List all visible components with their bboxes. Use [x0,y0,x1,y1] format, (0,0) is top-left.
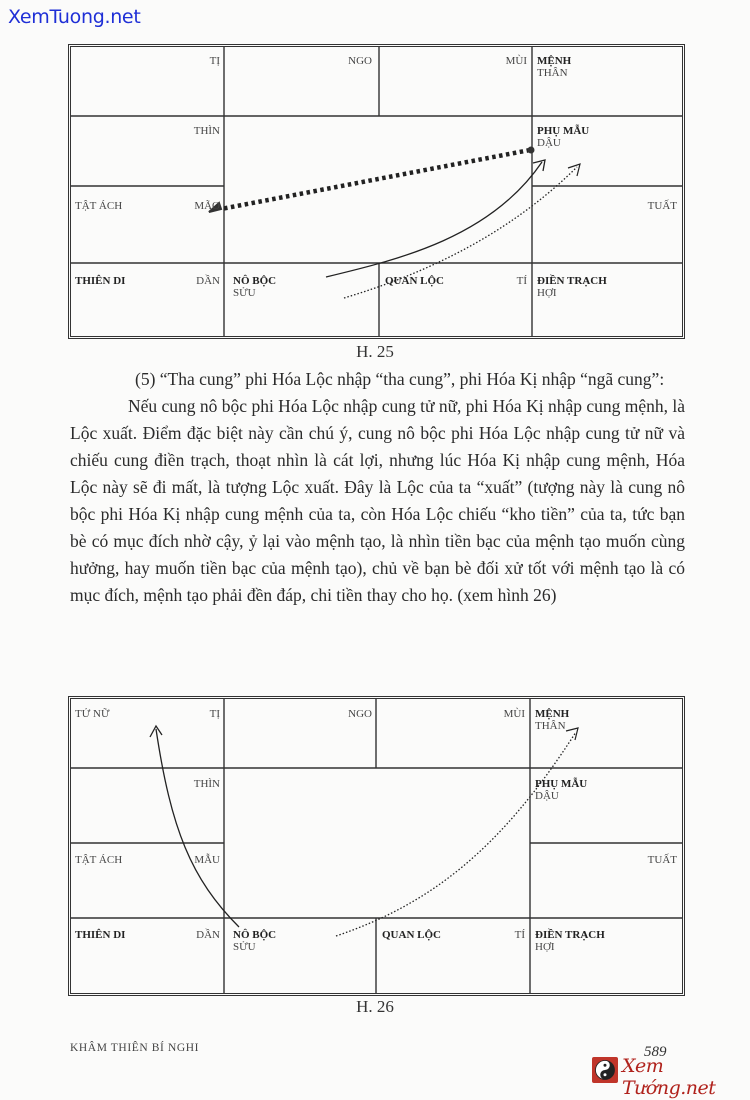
palace-label: NÔ BỘC [233,275,277,287]
palace-label: TỬ NỮ [75,708,110,720]
paragraph: (5) “Tha cung” phi Hóa Lộc nhập “tha cung”, phi Hóa Kị nhập “ngã cung”: [135,369,665,389]
palace-label: TẬT ÁCH [75,200,123,212]
palace-label: MỆNH [535,708,570,720]
branch-label: TỊ [209,708,220,720]
branch-label: DẦN [196,929,220,941]
palace-label: NÔ BỘC [233,929,277,941]
palace-label: THIÊN DI [75,929,126,941]
palace-label: QUAN LỘC [385,275,444,287]
body-text [70,366,685,609]
palace-label: PHỤ MẪU [535,778,588,790]
branch-label: NGO [348,55,372,67]
palace-label: MỆNH [537,55,572,67]
branch-label: SỬU [233,287,256,299]
figure-caption: H. 25 [356,342,394,361]
branch-label: SỬU [233,941,256,953]
branch-label: DẦN [196,275,220,287]
figure-caption: H. 26 [356,997,394,1016]
grid-lines [71,47,682,336]
palace-label: TẬT ÁCH [75,854,123,866]
site-logo[interactable]: XemTuong.net [8,6,141,28]
branch-label: TUẤT [647,854,677,866]
palace-label: QUAN LỘC [382,929,441,941]
branch-label: MÃO [194,200,220,212]
hoa-loc-arrow [326,160,545,277]
branch-label: DẬU [535,790,559,802]
branch-label: TUẤT [647,200,677,212]
paragraph: Nếu cung nô bộc phi Hóa Lộc nhập cung tử nữ, phi Hóa Kị nhập cung mệnh, là Lộc xuất. Điểm đặc biệt này cần chú ý, cung nô bộc phi Hóa Lộc nhập cung tử nữ và chiếu cung điền trạch, thoạt nhìn là cát lợi, nhưng lúc Hóa Kị nhập cung mệnh, Hóa Lộc này sẽ đi mất, là tượng Lộc xuất. Đây là Lộc của ta “xuất” (tượng này là cung nô bộc phi Hóa Kị nhập cung mệnh của ta, còn Hóa Lộc chiếu “kho tiền” của ta, tức bạn bè có mục đích nhờ cậy, ỷ lại vào mệnh tạo, là nhìn tiền bạc của mệnh tạo muốn cùng hưởng, hay muốn tiền bạc của mệnh tạo), chủ về bạn bè đối xử tốt với mệnh tạo là có mục đích, mệnh tạo phải đền đáp, chi tiền thay cho họ. (xem hình 26) [70,396,685,605]
brand-text: Xem Tướng.net [622,1055,716,1099]
branch-label: HỢI [535,941,555,953]
branch-label: MÙI [505,55,527,67]
branch-label: TỊ [209,55,220,67]
branch-label: THÂN [535,720,566,732]
chart-h26 [68,696,685,996]
book-title: KHÂM THIÊN BÍ NGHI [70,1042,200,1054]
branch-label: THÌN [193,125,220,137]
branch-label: NGO [348,708,372,720]
branch-label: HỢI [537,287,557,299]
branch-label: MÙI [503,708,525,720]
branch-label: THÌN [193,778,220,790]
palace-label: ĐIỀN TRẠCH [535,929,605,941]
branch-label: THÂN [537,67,568,79]
hoa-ky-arrow [336,728,578,936]
branch-label: MẪU [194,854,220,866]
hoa-ky-arrow [209,147,535,213]
hoa-loc-arrow [150,726,239,927]
palace-label: THIÊN DI [75,275,126,287]
page-number: 589 [644,1044,667,1060]
grid-lines [71,699,682,993]
yin-yang-icon [592,1057,618,1083]
brand-logo[interactable] [592,1055,750,1099]
branch-label: DẬU [537,137,561,149]
branch-label: TÍ [514,929,525,941]
palace-label: ĐIỀN TRẠCH [537,275,607,287]
branch-label: TÍ [516,275,527,287]
palace-label: PHỤ MẪU [537,125,590,137]
chart-h25 [68,44,685,339]
